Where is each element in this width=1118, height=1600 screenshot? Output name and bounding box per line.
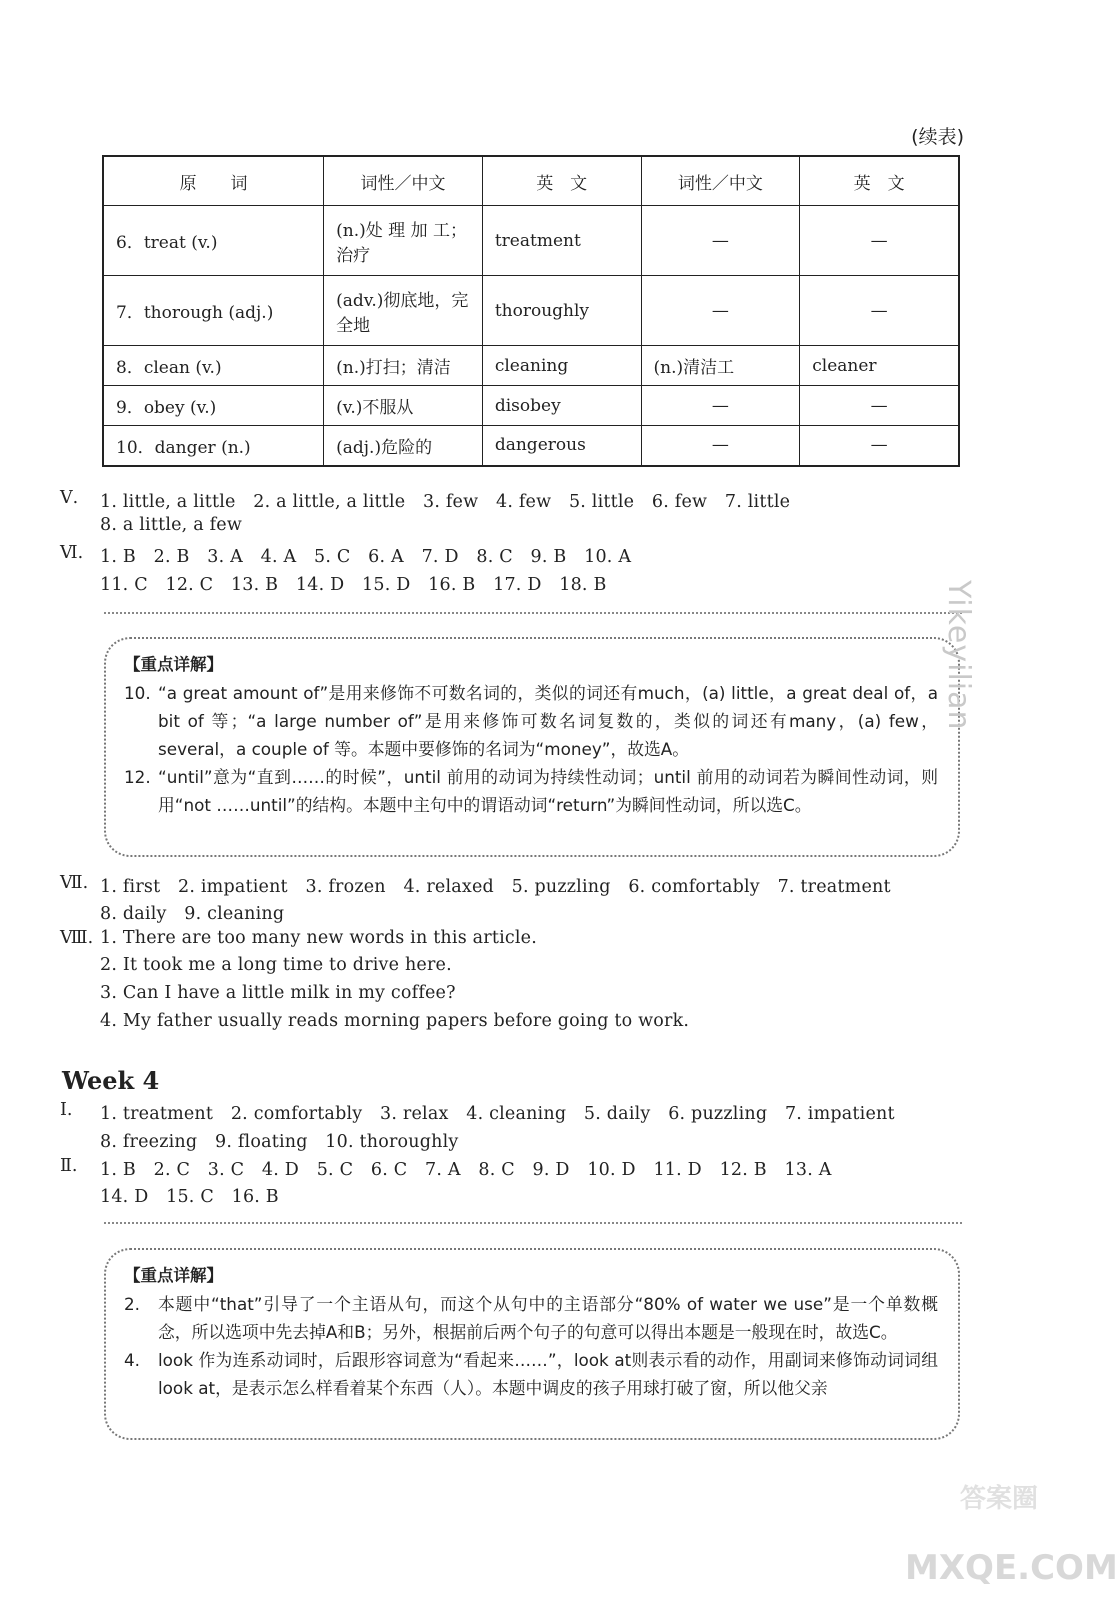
cell-pos-chinese: (n.)处 理 加 工；治疗	[324, 206, 483, 276]
week-heading: Week 4	[62, 1066, 160, 1095]
section-number: Ⅱ.	[60, 1156, 78, 1176]
stamp-watermark: 答案圈	[960, 1484, 1039, 1514]
answer-line: 1. B 2. B 3. A 4. A 5. C 6. A 7. D 8. C 9. B 10. A	[100, 547, 632, 567]
answer-line: 8. freezing 9. floating 10. thoroughly	[100, 1132, 459, 1152]
section-number: Ⅴ.	[60, 488, 79, 508]
cell-english: treatment	[482, 206, 641, 276]
dotted-divider	[104, 1222, 962, 1224]
cell-english-2: —	[800, 206, 959, 276]
answer-line: 8. daily 9. cleaning	[100, 904, 285, 924]
cell-word: 9．obey (v.)	[103, 386, 324, 426]
answer-line: 8. a little, a few	[100, 515, 243, 535]
explanation-title: 【重点详解】	[124, 655, 223, 674]
cell-pos-chinese-2: —	[641, 276, 800, 346]
table-row	[103, 426, 959, 466]
explanation-number: 12.	[124, 767, 151, 787]
cell-english: thoroughly	[482, 276, 641, 346]
header-english-1: 英 文	[482, 156, 641, 206]
explanation-text: 本题中“that”引导了一个主语从句，而这个从句中的主语部分“80% of water we use”是一个单数概念，所以选项中先去掉A和B；另外，根据前后两个句子的句意可以得出本题是一般现在时，故选C。	[158, 1294, 938, 1342]
cell-pos-chinese-2: —	[641, 206, 800, 276]
cell-pos-chinese: (n.)打扫；清洁	[324, 346, 483, 386]
table-row	[103, 386, 959, 426]
answer-line: 1. B 2. C 3. C 4. D 5. C 6. C 7. A 8. C 9. D 10. D 11. D 12. B 13. A	[100, 1160, 832, 1180]
section-number: Ⅶ.	[60, 873, 89, 893]
section-number: Ⅵ.	[60, 543, 84, 563]
cell-english: disobey	[482, 386, 641, 426]
explanation-box	[104, 1248, 960, 1440]
explanation-number: 10.	[124, 683, 151, 703]
section-number: Ⅰ.	[60, 1100, 73, 1120]
explanation-title: 【重点详解】	[124, 1266, 223, 1285]
cell-pos-chinese: (adj.)危险的	[324, 426, 483, 466]
header-english-2: 英 文	[800, 156, 959, 206]
cell-word: 6．treat (v.)	[103, 206, 324, 276]
table-header-row	[103, 156, 959, 206]
cell-word: 10．danger (n.)	[103, 426, 324, 466]
section-number: Ⅷ.	[60, 928, 94, 948]
answer-line: 3. Can I have a little milk in my coffee?	[100, 983, 456, 1003]
table-row	[103, 206, 959, 276]
cell-pos-chinese-2: —	[641, 426, 800, 466]
explanation-item	[124, 1290, 938, 1346]
answer-line: 1. There are too many new words in this article.	[100, 928, 537, 948]
dotted-divider	[104, 612, 962, 614]
header-pos-chinese-2: 词性／中文	[641, 156, 800, 206]
side-watermark: Yikeyilian	[941, 580, 976, 731]
cell-english: dangerous	[482, 426, 641, 466]
bottom-watermark: MXQE.COM	[905, 1548, 1118, 1588]
explanation-item	[124, 763, 938, 819]
explanation-text: “a great amount of”是用来修饰不可数名词的，类似的词还有much，(a) little，a great deal of，a bit of 等；“a large number of”是用来修饰可数名词复数的，类似的词还有many，(a) few，several，a couple of 等。本题中要修饰的名词为“money”，故选A。	[158, 683, 938, 759]
answer-line: 2. It took me a long time to drive here.	[100, 955, 452, 975]
explanation-text: “until”意为“直到……的时候”，until 前用的动词为持续性动词；until 前用的动词若为瞬间性动词，则用“not ……until”的结构。本题中主句中的谓语动词“return”为瞬间性动词，所以选C。	[158, 767, 938, 815]
answer-line: 14. D 15. C 16. B	[100, 1187, 279, 1207]
cell-word: 7．thorough (adj.)	[103, 276, 324, 346]
cell-pos-chinese-2: (n.)清洁工	[641, 346, 800, 386]
table-row	[103, 346, 959, 386]
cell-english-2: —	[800, 276, 959, 346]
explanation-number: 4.	[124, 1350, 141, 1370]
cell-pos-chinese: (v.)不服从	[324, 386, 483, 426]
answer-line: 1. little, a little 2. a little, a little 3. few 4. few 5. little 6. few 7. little	[100, 492, 791, 512]
answer-line: 1. treatment 2. comfortably 3. relax 4. cleaning 5. daily 6. puzzling 7. impatient	[100, 1104, 895, 1124]
explanation-item	[124, 1346, 938, 1402]
cell-pos-chinese-2: —	[641, 386, 800, 426]
explanation-text: look 作为连系动词时，后跟形容词意为“看起来……”，look at则表示看的动作，用副词来修饰动词词组look at，是表示怎么样看着某个东西（人）。本题中调皮的孩子用球打破了窗，所以他父亲	[158, 1350, 938, 1398]
cell-english-2: —	[800, 426, 959, 466]
answer-line: 1. first 2. impatient 3. frozen 4. relaxed 5. puzzling 6. comfortably 7. treatment	[100, 877, 891, 897]
word-table	[102, 155, 960, 467]
header-pos-chinese-1: 词性／中文	[324, 156, 483, 206]
cell-word: 8．clean (v.)	[103, 346, 324, 386]
table-row	[103, 276, 959, 346]
answer-line: 11. C 12. C 13. B 14. D 15. D 16. B 17. D 18. B	[100, 575, 607, 595]
explanation-box	[104, 637, 960, 857]
answer-line: 4. My father usually reads morning papers before going to work.	[100, 1011, 690, 1031]
explanation-item	[124, 679, 938, 763]
cell-english-2: cleaner	[800, 346, 959, 386]
continued-label: (续表)	[911, 126, 964, 148]
explanation-number: 2.	[124, 1294, 141, 1314]
header-original-word: 原 词	[103, 156, 324, 206]
cell-pos-chinese: (adv.)彻底地，完全地	[324, 276, 483, 346]
cell-english: cleaning	[482, 346, 641, 386]
cell-english-2: —	[800, 386, 959, 426]
